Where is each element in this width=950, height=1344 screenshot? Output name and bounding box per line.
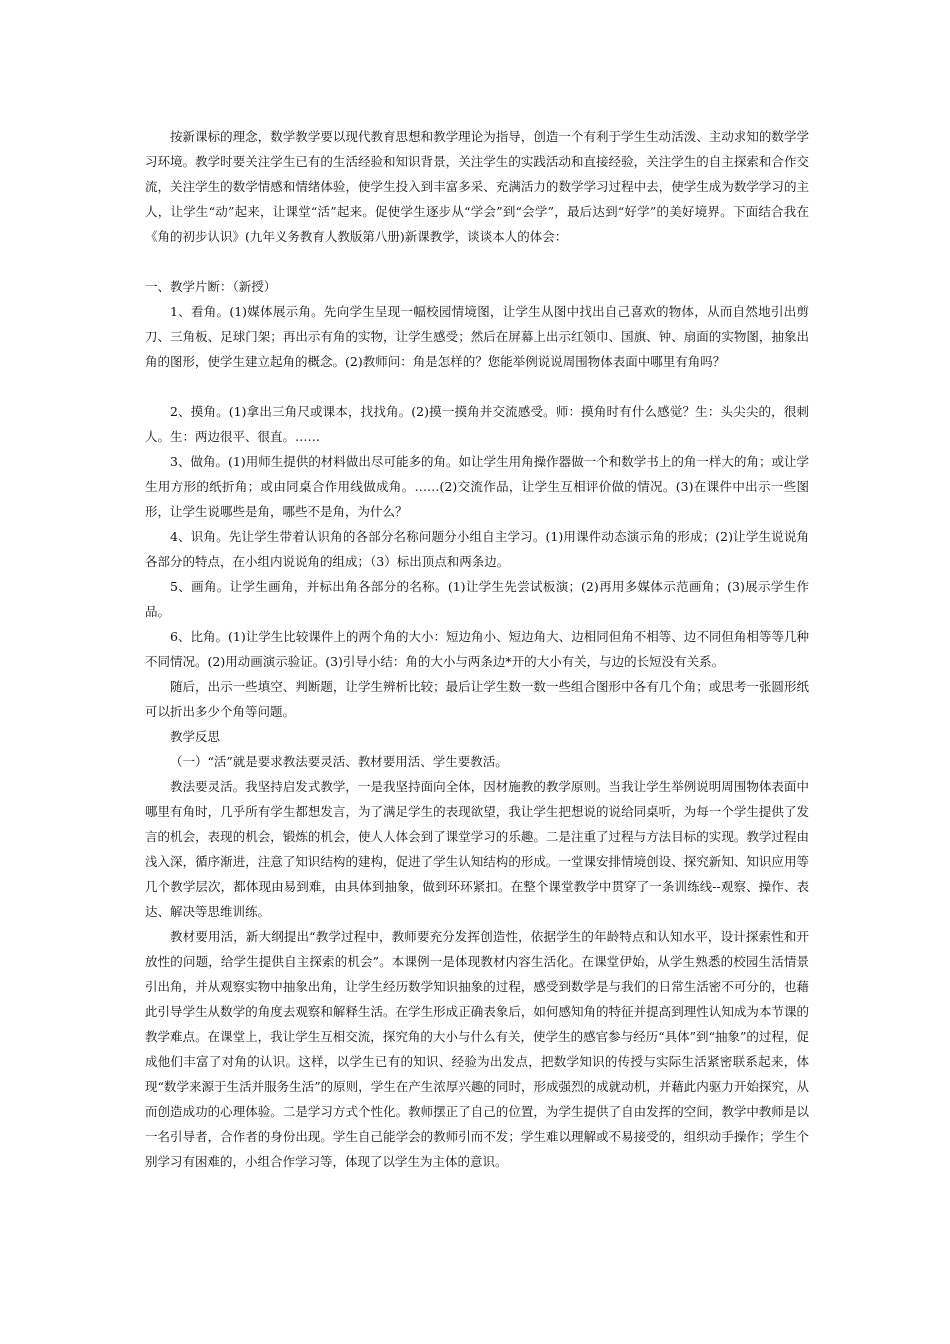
item-look-angle: 1、看角。(1)媒体展示角。先向学生呈现一幅校园情境图，让学生从图中找出自己喜欢的物体，从而自然地引出剪刀、三角板、足球门架；再出示有角的实物，让学生感受；然后在屏幕上出示红领巾、国旗、钟、扇面的实物图，抽象出角的图形，使学生建立起角的概念。(2)教师问：角是怎样的？您能举例说说周围物体表面中哪里有角吗？ <box>145 304 809 369</box>
document-page <box>145 124 809 1174</box>
teaching-material-paragraph: 教材要用活，新大纲提出“教学过程中，教师要充分发挥创造性，依据学生的年龄特点和认知水平，设计探索性和开放性的问题，给学生提供自主探索的机会”。本课例一是体现教材内容生活化。在课堂伊始，从学生熟悉的校园生活情景引出角，并从观察实物中抽象出角，让学生经历数学知识抽象的过程，感受到数学是与我们的日常生活密不可分的，也藉此引导学生从数学的角度去观察和解释生活。在学生形成正确表象后，如何感知角的特征并提高到理性认知成为本节课的教学难点。在课堂上，我让学生互相交流，探究角的大小与什么有关，使学生的感官参与经历“具体”到“抽象”的过程，促成他们丰富了对角的认识。这样，以学生已有的知识、经验为出发点，把数学知识的传授与实际生活紧密联系起来，体现“数学来源于生活并服务生活”的原则，学生在产生浓厚兴趣的同时，形成强烈的成就动机，并藉此内驱力开始探究，从而创造成功的心理体验。二是学习方式个性化。教师摆正了自己的位置，为学生提供了自由发挥的空间，教学中教师是以一名引导者，合作者的身份出现。学生自己能学会的教师引而不发；学生难以理解或不易接受的，组织动手操作；学生个别学习有困难的，小组合作学习等，体现了以学生为主体的意识。 <box>145 929 809 1169</box>
spacer <box>145 249 809 274</box>
spacer <box>145 374 809 399</box>
teaching-method-paragraph: 教法要灵活。我坚持启发式教学，一是我坚持面向全体，因材施教的教学原则。当我让学生举例说明周围物体表面中哪里有角时，几乎所有学生都想发言，为了满足学生的表现欲望，我让学生把想说的说给同桌听，为每一个学生提供了发言的机会，表现的机会，锻炼的机会，使人人体会到了课堂学习的乐趣。二是注重了过程与方法目标的实现。教学过程由浅入深，循序渐进，注意了知识结构的建构，促进了学生认知结构的形成。一堂课安排情境创设、探究新知、知识应用等几个教学层次，都体现由易到难，由具体到抽象，做到环环紧扣。在整个课堂教学中贯穿了一条训练线--观察、操作、表达、解决等思维训练。 <box>145 779 809 919</box>
intro-paragraph: 按新课标的理念，数学教学要以现代教育思想和教学理论为指导，创造一个有利于学生生动活泼、主动求知的数学学习环境。教学时要关注学生已有的生活经验和知识背景，关注学生的实践活动和直接经验，关注学生的自主探索和合作交流，关注学生的数学情感和情绪体验，使学生投入到丰富多采、充满活力的数学学习过程中去，使学生成为数学学习的主人，让学生“动”起来，让课堂“活”起来。促使学生逐步从“学会”到“会学”，最后达到“好学”的美好境界。下面结合我在《角的初步认识》(九年义务教育人教版第八册)新课教学，谈谈本人的体会： <box>145 129 809 244</box>
followup-paragraph: 随后，出示一些填空、判断题，让学生辨析比较；最后让学生数一数一些组合图形中各有几个角；或思考一张圆形纸可以折出多少个角等问题。 <box>145 679 809 719</box>
item-draw-angle: 5、画角。让学生画角，并标出角各部分的名称。(1)让学生先尝试板演；(2)再用多媒体示范画角；(3)展示学生作品。 <box>145 579 809 619</box>
item-identify-angle: 4、识角。先让学生带着认识角的各部分名称问题分小组自主学习。(1)用课件动态演示角的形成；(2)让学生说说角各部分的特点，在小组内说说角的组成；（3）标出顶点和两条边。 <box>145 529 809 569</box>
reflection-heading: 教学反思 <box>170 729 221 744</box>
section-heading: 一、教学片断：（新授） <box>145 279 277 294</box>
reflection-subheading: （一）“活”就是要求教法要灵活、教材要用活、学生要教活。 <box>170 754 508 769</box>
item-compare-angle: 6、比角。(1)让学生比较课件上的两个角的大小：短边角小、短边角大、边相同但角不相等、边不同但角相等等几种不同情况。(2)用动画演示验证。(3)引导小结：角的大小与两条边*开的大小有关，与边的长短没有关系。 <box>145 629 809 669</box>
item-make-angle: 3、做角。(1)用师生提供的材料做出尽可能多的角。如让学生用角操作器做一个和数学书上的角一样大的角；或让学生用方形的纸折角；或由同桌合作用线做成角。……(2)交流作品，让学生互相评价做的情况。(3)在课件中出示一些图形，让学生说哪些是角，哪些不是角，为什么？ <box>145 454 809 519</box>
item-touch-angle: 2、摸角。(1)拿出三角尺或课本，找找角。(2)摸一摸角并交流感受。师：摸角时有什么感觉？生：头尖尖的，很刺人。生：两边很平、很直。…… <box>145 404 809 444</box>
